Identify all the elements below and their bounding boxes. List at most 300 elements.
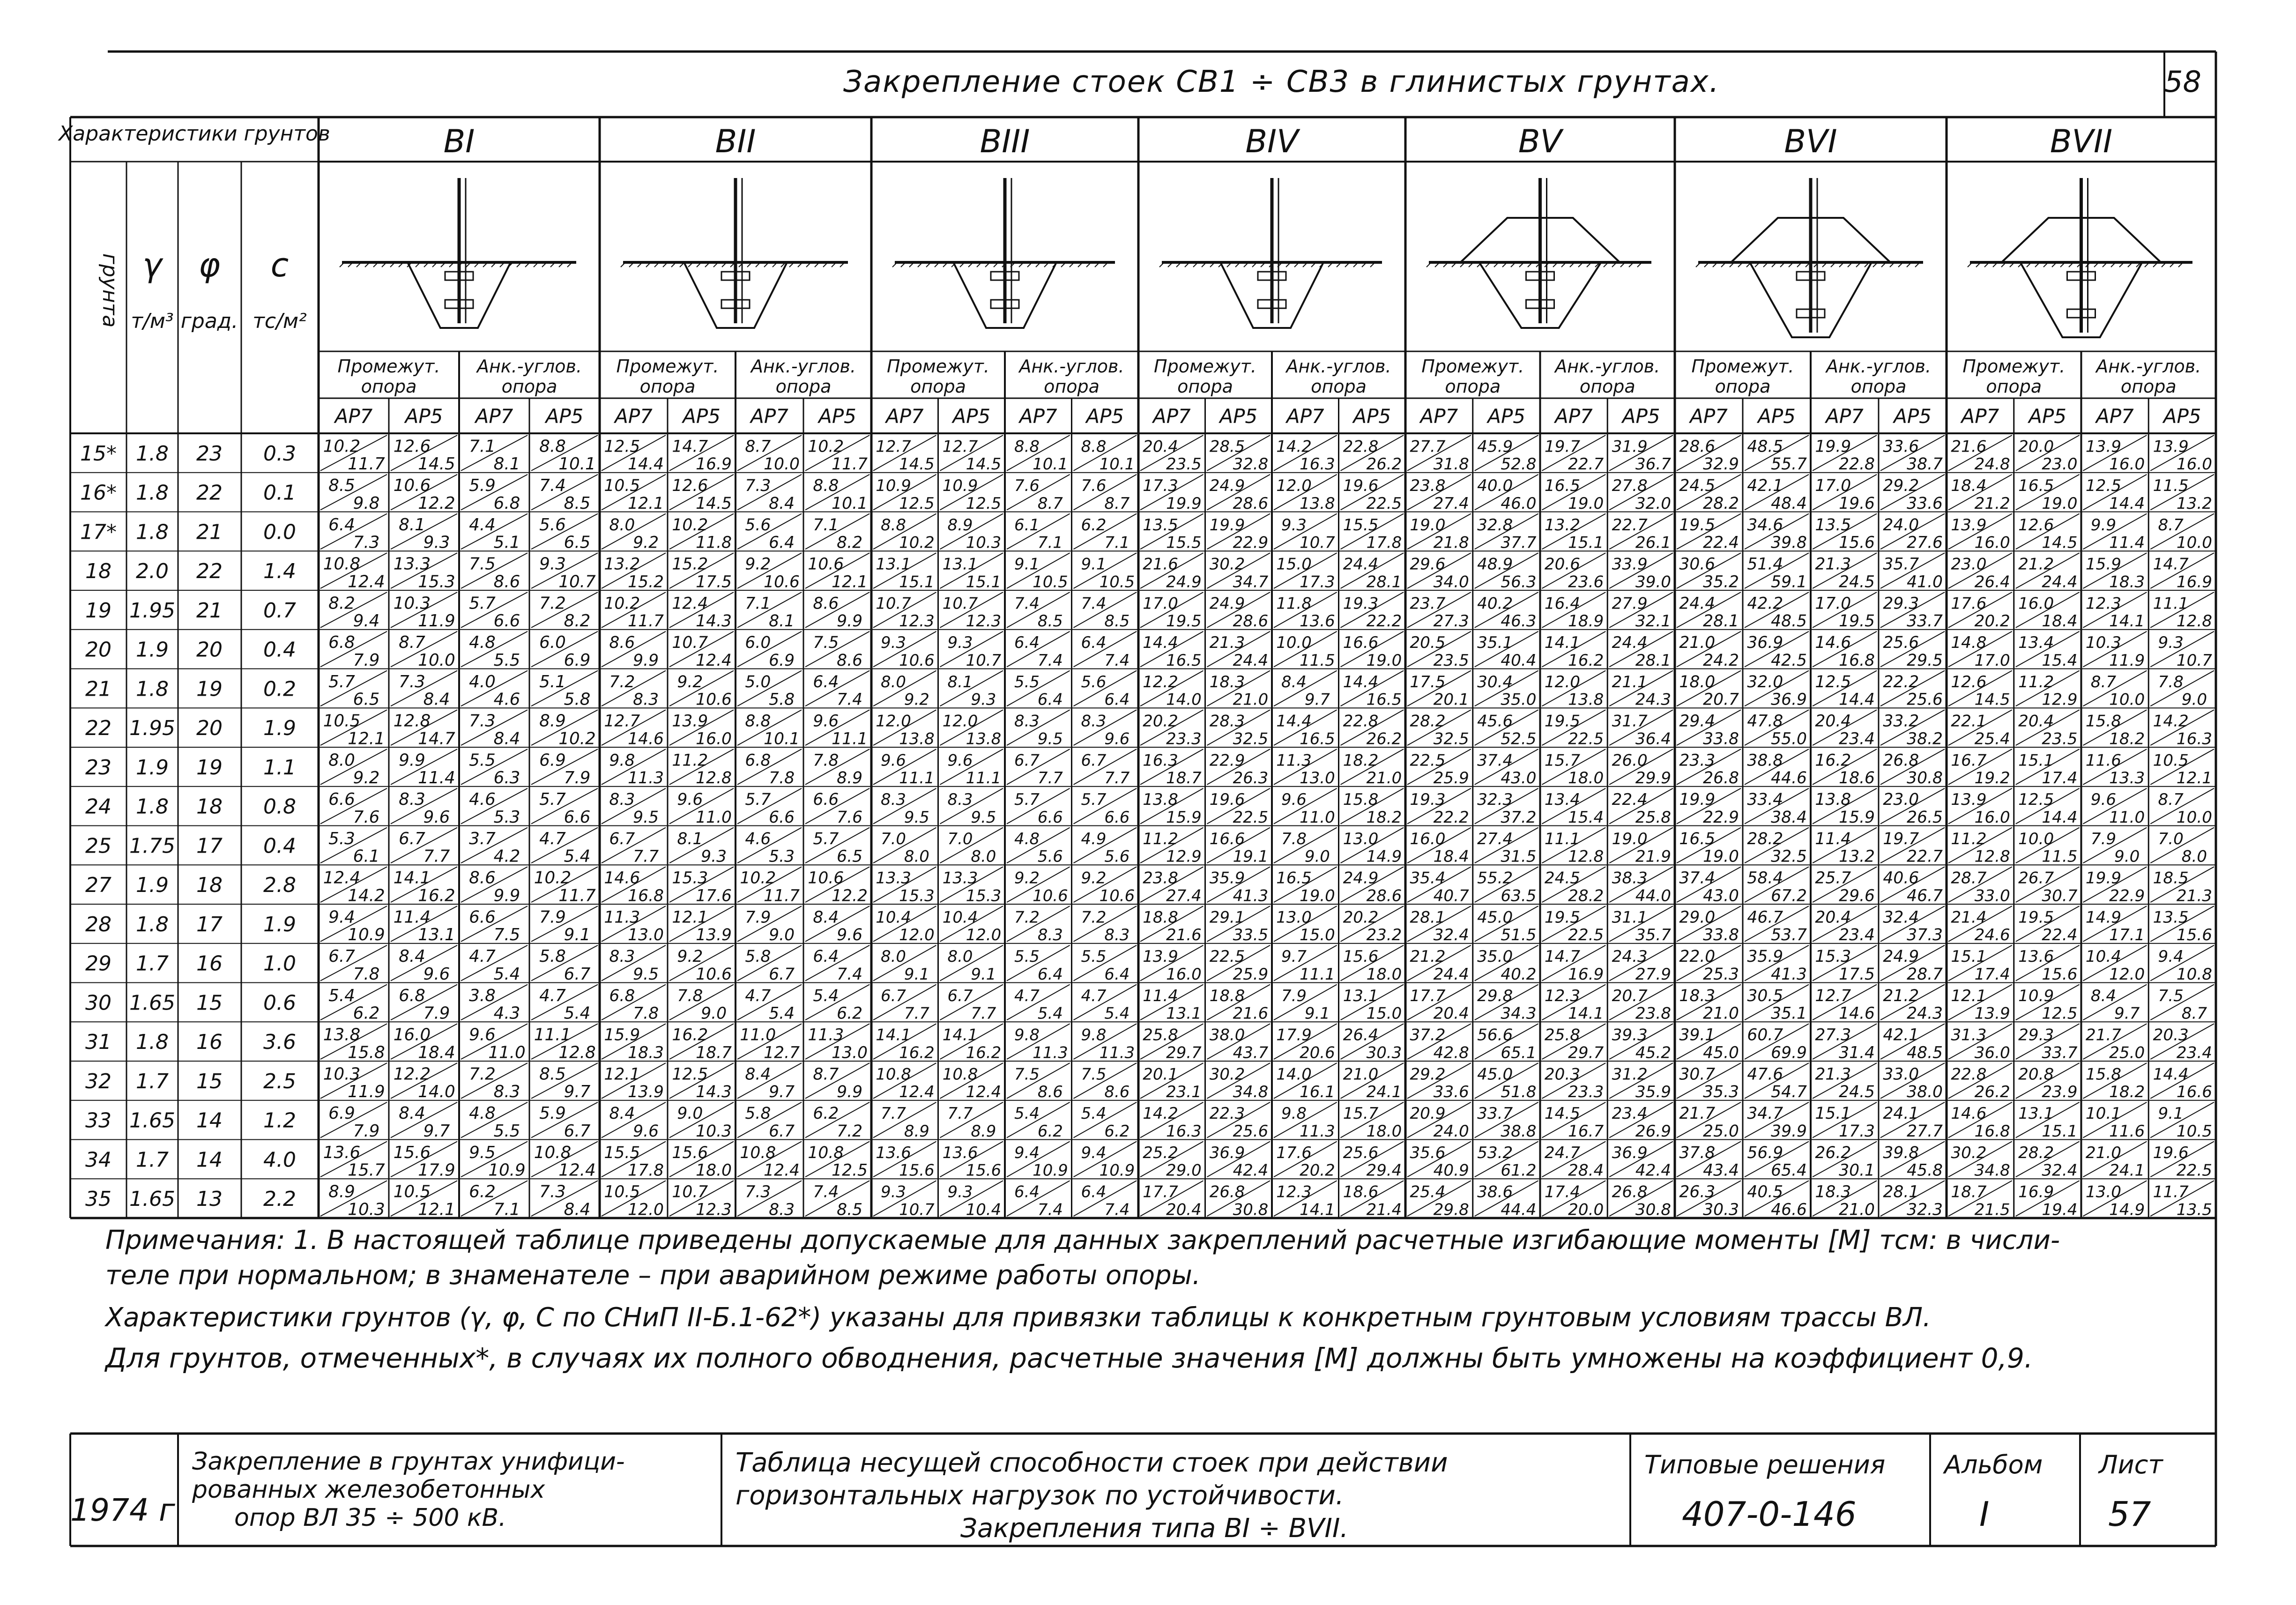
moment-normal: 45.0 <box>1477 908 1513 927</box>
moment-normal: 6.2 <box>469 1182 496 1202</box>
moment-normal: 42.1 <box>1747 476 1783 496</box>
moment-normal: 51.4 <box>1747 555 1783 574</box>
moment-emergency: 11.7 <box>764 886 800 906</box>
moment-emergency: 40.7 <box>1433 886 1469 906</box>
moment-normal: 6.8 <box>609 986 635 1005</box>
moment-normal: 24.3 <box>1612 947 1648 966</box>
moment-emergency: 26.2 <box>1974 1083 2010 1102</box>
moment-normal: 12.6 <box>672 476 708 496</box>
moment-normal: 56.6 <box>1477 1025 1513 1045</box>
moment-normal: 7.9 <box>2090 829 2117 848</box>
moment-normal: 21.6 <box>1951 437 1987 456</box>
moment-normal: 5.7 <box>539 790 566 810</box>
moment-normal: 11.3 <box>604 908 640 927</box>
moment-normal: 25.8 <box>1544 1025 1581 1045</box>
moment-normal: 45.9 <box>1477 437 1513 456</box>
moment-normal: 5.6 <box>539 515 566 535</box>
moment-normal: 4.7 <box>745 986 771 1005</box>
moment-normal: 53.2 <box>1477 1143 1513 1162</box>
moment-emergency: 8.3 <box>493 1082 520 1102</box>
moment-emergency: 15.3 <box>418 572 455 592</box>
moment-emergency: 9.7 <box>2114 1004 2140 1023</box>
soil-no-header: грунта <box>98 253 122 328</box>
moment-normal: 4.8 <box>469 1104 496 1123</box>
ap-label: АР7 <box>1019 405 1057 428</box>
moment-emergency: 10.7 <box>558 572 596 592</box>
phi-cell: 20 <box>196 638 223 662</box>
moment-normal: 17.0 <box>1815 476 1851 496</box>
moment-emergency: 14.3 <box>696 1083 732 1102</box>
moment-normal: 26.8 <box>1209 1182 1245 1201</box>
moment-emergency: 12.7 <box>764 1043 800 1063</box>
type-header-6: ВVI <box>1784 123 1837 160</box>
moment-normal: 13.1 <box>876 555 911 573</box>
moment-normal: 30.2 <box>1951 1143 1987 1162</box>
moment-emergency: 6.6 <box>564 807 591 827</box>
stamp-desc-3: опор ВЛ 35 ÷ 500 кВ. <box>234 1504 506 1532</box>
moment-normal: 9.6 <box>947 751 973 770</box>
pos-inter-label: опора <box>910 376 966 397</box>
moment-normal: 10.8 <box>534 1143 572 1162</box>
moment-normal: 9.7 <box>1281 947 1307 966</box>
c-cell: 0.7 <box>263 598 296 623</box>
c-cell: 1.9 <box>263 716 296 741</box>
moment-normal: 4.9 <box>1081 829 1107 848</box>
pos-inter-label: Промежут. <box>1962 356 2066 377</box>
c-cell: 0.3 <box>263 441 296 466</box>
c-cell: 1.2 <box>263 1108 296 1133</box>
ap-label: АР5 <box>405 405 443 428</box>
moment-emergency: 15.6 <box>966 1161 1002 1180</box>
moment-normal: 28.3 <box>1209 712 1245 730</box>
moment-emergency: 24.2 <box>1703 651 1739 670</box>
c-cell: 0.4 <box>263 834 296 858</box>
moment-emergency: 10.0 <box>2176 533 2213 552</box>
moment-normal: 7.9 <box>539 907 566 927</box>
moment-emergency: 16.8 <box>1974 1122 2010 1141</box>
moment-normal: 8.6 <box>469 868 496 888</box>
moment-normal: 5.8 <box>539 947 566 966</box>
moment-normal: 8.3 <box>881 790 906 809</box>
moment-emergency: 24.9 <box>1166 572 1202 591</box>
moment-normal: 7.4 <box>1014 594 1040 613</box>
moment-normal: 37.8 <box>1679 1143 1716 1162</box>
moment-normal: 7.3 <box>469 711 496 731</box>
moment-normal: 8.3 <box>1014 712 1040 730</box>
pos-inter-label: Промежут. <box>616 356 719 377</box>
moment-emergency: 9.2 <box>353 768 380 788</box>
moment-normal: 40.2 <box>1477 594 1513 613</box>
moment-emergency: 11.1 <box>832 729 868 749</box>
moment-emergency: 20.2 <box>1974 612 2010 631</box>
moment-emergency: 61.2 <box>1501 1161 1537 1180</box>
moment-normal: 8.8 <box>745 712 771 731</box>
moment-emergency: 14.9 <box>2109 1200 2145 1219</box>
moment-emergency: 10.6 <box>696 965 732 984</box>
moment-normal: 35.7 <box>1883 555 1919 574</box>
moment-normal: 7.1 <box>469 437 496 456</box>
pos-inter-label: опора <box>639 376 696 397</box>
moment-emergency: 24.4 <box>1433 965 1469 984</box>
moment-emergency: 23.9 <box>2042 1083 2078 1102</box>
moment-emergency: 6.7 <box>769 965 795 984</box>
pos-anchor-label: опора <box>1850 376 1907 397</box>
moment-emergency: 33.6 <box>1907 494 1943 513</box>
moment-normal: 16.5 <box>1679 829 1716 848</box>
moment-emergency: 19.5 <box>1166 612 1202 631</box>
moment-normal: 22.5 <box>1209 947 1245 966</box>
moment-normal: 9.4 <box>1014 1143 1040 1162</box>
moment-normal: 10.4 <box>2085 947 2122 966</box>
moment-normal: 16.5 <box>1544 476 1581 496</box>
moment-emergency: 10.1 <box>1099 455 1135 474</box>
moment-emergency: 67.2 <box>1771 886 1807 906</box>
moment-normal: 5.9 <box>469 476 496 496</box>
moment-emergency: 11.1 <box>966 769 1002 788</box>
moment-emergency: 25.9 <box>1433 769 1469 788</box>
moment-normal: 8.9 <box>947 515 973 534</box>
moment-emergency: 29.7 <box>1568 1043 1604 1063</box>
moment-emergency: 8.9 <box>904 1122 929 1140</box>
phi-cell: 21 <box>196 598 223 623</box>
moment-normal: 14.4 <box>2153 1065 2189 1084</box>
moment-emergency: 9.8 <box>353 493 380 513</box>
moment-normal: 14.4 <box>1143 633 1178 652</box>
c-cell: 0.6 <box>263 991 296 1015</box>
pos-anchor-label: опора <box>501 376 557 397</box>
moment-emergency: 8.1 <box>769 612 795 631</box>
moment-emergency: 34.8 <box>1233 1083 1269 1101</box>
pos-inter-label: опора <box>1445 376 1501 397</box>
moment-normal: 56.9 <box>1747 1143 1783 1162</box>
moment-emergency: 35.0 <box>1501 690 1537 709</box>
c-cell: 3.6 <box>263 1030 296 1055</box>
moment-emergency: 10.3 <box>966 533 1002 552</box>
moment-normal: 23.7 <box>1410 594 1446 613</box>
moment-normal: 25.7 <box>1815 869 1851 888</box>
moment-emergency: 35.2 <box>1703 572 1739 592</box>
ap-label: АР7 <box>885 405 924 428</box>
moment-emergency: 6.1 <box>353 847 380 866</box>
moment-normal: 12.3 <box>1276 1182 1312 1201</box>
moment-normal: 8.0 <box>609 515 635 535</box>
moment-emergency: 15.6 <box>1839 533 1875 552</box>
moment-normal: 6.4 <box>1081 633 1107 652</box>
moment-emergency: 9.7 <box>1304 690 1330 709</box>
moment-normal: 9.8 <box>1014 1025 1040 1044</box>
moment-emergency: 8.7 <box>1037 494 1063 513</box>
moment-emergency: 14.4 <box>628 455 664 474</box>
notes-line-4: Для грунтов, отмеченных*, в случаях их полного обводнения, расчетные значения [М] должны быть умножены на коэффициент 0,9. <box>105 1342 2033 1374</box>
moment-normal: 32.0 <box>1747 672 1783 691</box>
ap-label: АР5 <box>818 405 856 428</box>
moment-normal: 19.9 <box>1815 437 1851 456</box>
moment-emergency: 32.4 <box>2042 1161 2078 1180</box>
moment-normal: 7.6 <box>1014 476 1040 495</box>
moment-emergency: 20.0 <box>1568 1200 1604 1219</box>
moment-emergency: 11.7 <box>558 886 596 906</box>
moment-normal: 9.3 <box>881 633 906 652</box>
moment-emergency: 15.0 <box>1300 926 1335 944</box>
moment-normal: 9.1 <box>2158 1104 2184 1123</box>
moment-emergency: 38.0 <box>1907 1083 1943 1102</box>
moment-normal: 8.3 <box>399 790 425 810</box>
moment-normal: 14.1 <box>1544 633 1581 653</box>
soil-no-cell: 15* <box>80 441 117 466</box>
moment-emergency: 25.8 <box>1635 808 1672 827</box>
moment-normal: 11.2 <box>1951 829 1987 848</box>
moment-normal: 34.7 <box>1747 1104 1783 1123</box>
moment-emergency: 19.5 <box>1839 612 1875 631</box>
moment-normal: 10.3 <box>393 594 431 613</box>
moment-emergency: 16.5 <box>1166 651 1202 669</box>
moment-emergency: 15.4 <box>2042 651 2078 670</box>
c-cell: 0.0 <box>263 520 296 544</box>
moment-normal: 12.0 <box>1276 476 1312 495</box>
moment-emergency: 34.7 <box>1233 572 1269 591</box>
moment-emergency: 4.3 <box>493 1003 520 1023</box>
gamma-cell: 1.95 <box>129 598 175 623</box>
phi-header: φ <box>198 246 221 284</box>
moment-emergency: 20.1 <box>1433 690 1469 709</box>
moment-emergency: 21.2 <box>1974 494 2010 513</box>
moment-emergency: 21.0 <box>1703 1004 1739 1023</box>
moment-emergency: 41.3 <box>1233 886 1269 905</box>
moment-emergency: 16.2 <box>1568 651 1604 670</box>
moment-normal: 14.6 <box>1951 1104 1987 1123</box>
moment-emergency: 18.3 <box>628 1043 664 1063</box>
moment-emergency: 12.5 <box>966 494 1002 513</box>
moment-normal: 5.6 <box>745 515 771 535</box>
moment-emergency: 36.4 <box>1635 729 1672 749</box>
moment-emergency: 27.6 <box>1907 533 1943 552</box>
moment-emergency: 17.3 <box>1300 572 1335 591</box>
moment-normal: 20.0 <box>2018 437 2054 456</box>
stamp-desc-1: Закрепление в грунтах унифици- <box>192 1448 625 1476</box>
moment-normal: 10.7 <box>672 633 708 653</box>
moment-emergency: 38.4 <box>1771 808 1807 827</box>
moment-emergency: 9.0 <box>2114 847 2140 866</box>
moment-emergency: 21.5 <box>1974 1200 2010 1219</box>
moment-normal: 20.2 <box>1343 908 1379 927</box>
moment-normal: 29.2 <box>1410 1065 1446 1084</box>
moment-emergency: 9.0 <box>1304 847 1330 866</box>
moment-normal: 12.5 <box>1815 672 1851 691</box>
moment-normal: 9.8 <box>609 751 635 770</box>
moment-normal: 7.8 <box>677 986 703 1005</box>
notes-line-3: Характеристики грунтов (γ, φ, С по СНиП II-Б.1-62*) указаны для привязки таблицы к конкретным грунтовым условиям трассы ВЛ. <box>105 1302 1931 1333</box>
moment-emergency: 24.3 <box>1635 690 1672 709</box>
moment-emergency: 24.4 <box>2042 572 2078 592</box>
moment-normal: 10.8 <box>808 1143 844 1162</box>
moment-emergency: 12.1 <box>418 1200 455 1219</box>
moment-normal: 10.4 <box>942 908 978 927</box>
foundation-diagram-3 <box>892 178 1115 328</box>
moment-normal: 18.3 <box>1209 672 1245 691</box>
moment-normal: 9.1 <box>1014 555 1040 573</box>
moment-normal: 31.9 <box>1612 437 1648 456</box>
moment-normal: 15.2 <box>672 555 708 574</box>
moment-normal: 9.6 <box>677 790 703 810</box>
moment-emergency: 18.2 <box>2109 729 2145 749</box>
moment-emergency: 22.4 <box>2042 926 2078 945</box>
moment-emergency: 24.5 <box>1839 572 1875 592</box>
moment-emergency: 37.3 <box>1907 926 1943 945</box>
moment-emergency: 10.6 <box>1033 886 1068 905</box>
moment-normal: 14.2 <box>2153 712 2189 731</box>
moment-emergency: 8.3 <box>1104 926 1130 944</box>
moment-normal: 29.2 <box>1883 476 1919 496</box>
moment-normal: 20.1 <box>1143 1065 1178 1084</box>
moment-emergency: 5.1 <box>493 533 520 552</box>
moment-emergency: 16.7 <box>1568 1122 1604 1141</box>
moment-normal: 6.7 <box>947 986 973 1005</box>
moment-emergency: 11.7 <box>832 455 868 474</box>
moment-normal: 5.0 <box>745 672 771 691</box>
moment-normal: 5.5 <box>1014 672 1040 691</box>
moment-emergency: 9.2 <box>904 690 929 709</box>
moment-normal: 33.6 <box>1883 437 1919 456</box>
moment-emergency: 9.5 <box>971 808 996 826</box>
moment-emergency: 10.7 <box>2176 651 2213 670</box>
ap-label: АР7 <box>1826 405 1864 428</box>
moment-emergency: 42.8 <box>1433 1043 1469 1063</box>
moment-emergency: 54.7 <box>1771 1083 1807 1102</box>
pos-anchor-label: опора <box>2120 376 2177 397</box>
moment-normal: 8.8 <box>1081 437 1107 456</box>
moment-normal: 28.5 <box>1209 437 1245 456</box>
moment-emergency: 18.6 <box>1839 769 1875 788</box>
moment-emergency: 22.9 <box>1233 533 1269 552</box>
moment-emergency: 23.5 <box>1166 455 1202 474</box>
moment-normal: 40.5 <box>1747 1182 1783 1202</box>
moment-normal: 9.4 <box>328 907 355 927</box>
moment-normal: 10.2 <box>740 869 776 888</box>
moment-emergency: 9.7 <box>564 1082 591 1102</box>
moment-normal: 19.9 <box>1679 790 1716 810</box>
moment-normal: 21.0 <box>2085 1143 2122 1162</box>
moment-normal: 14.1 <box>393 868 431 888</box>
moment-emergency: 8.5 <box>837 1200 863 1219</box>
pos-inter-label: Промежут. <box>1691 356 1794 377</box>
moment-normal: 18.5 <box>2153 869 2189 888</box>
moment-emergency: 11.7 <box>348 454 385 474</box>
moment-emergency: 16.3 <box>1166 1122 1202 1140</box>
moment-normal: 7.2 <box>1081 908 1107 927</box>
moment-emergency: 43.7 <box>1233 1043 1269 1062</box>
moment-emergency: 32.5 <box>1433 729 1469 749</box>
moment-emergency: 44.4 <box>1501 1200 1537 1219</box>
ap-label: АР7 <box>2095 405 2134 428</box>
moment-normal: 9.2 <box>677 947 703 966</box>
moment-normal: 22.0 <box>1679 947 1716 966</box>
gamma-cell: 1.8 <box>136 520 169 544</box>
moment-normal: 15.6 <box>393 1143 431 1162</box>
moment-emergency: 9.2 <box>633 533 659 552</box>
moment-normal: 7.3 <box>399 672 425 691</box>
moment-normal: 11.2 <box>1143 829 1178 848</box>
moment-normal: 27.3 <box>1815 1025 1851 1045</box>
moment-normal: 60.7 <box>1747 1025 1783 1045</box>
moment-normal: 14.7 <box>1544 947 1581 966</box>
moment-normal: 35.9 <box>1747 947 1783 966</box>
moment-normal: 7.4 <box>1081 594 1107 613</box>
moment-normal: 25.8 <box>1143 1025 1178 1044</box>
moment-emergency: 39.9 <box>1771 1122 1807 1141</box>
moment-emergency: 14.0 <box>1166 690 1202 709</box>
moment-emergency: 22.2 <box>1366 612 1402 631</box>
ap-label: АР7 <box>1420 405 1458 428</box>
moment-emergency: 16.3 <box>2176 729 2213 749</box>
moment-emergency: 28.4 <box>1568 1161 1604 1180</box>
moment-emergency: 18.2 <box>2109 1083 2145 1102</box>
phi-cell: 19 <box>196 677 223 701</box>
moment-normal: 13.0 <box>2085 1182 2122 1202</box>
moment-normal: 6.4 <box>1081 1182 1107 1201</box>
moment-emergency: 21.8 <box>1433 533 1469 552</box>
phi-cell: 16 <box>196 1030 223 1055</box>
phi-cell: 23 <box>196 441 223 466</box>
gamma-cell: 1.65 <box>129 1187 175 1211</box>
pos-anchor-label: Анк.-углов. <box>476 356 582 377</box>
phi-cell: 18 <box>196 873 223 898</box>
moment-emergency: 25.6 <box>1233 1122 1269 1140</box>
moment-normal: 27.4 <box>1477 829 1513 848</box>
moment-emergency: 9.4 <box>353 611 380 631</box>
moment-normal: 55.2 <box>1477 869 1513 888</box>
moment-emergency: 7.4 <box>1104 1200 1130 1219</box>
moment-emergency: 9.0 <box>769 926 795 945</box>
moment-emergency: 13.1 <box>1166 1004 1202 1023</box>
moment-emergency: 21.0 <box>1839 1200 1875 1219</box>
moment-normal: 22.1 <box>1951 712 1987 731</box>
moment-emergency: 8.5 <box>1104 612 1130 631</box>
moment-emergency: 25.6 <box>1907 690 1943 709</box>
moment-emergency: 13.3 <box>2109 769 2145 788</box>
moment-normal: 28.2 <box>2018 1143 2054 1162</box>
moment-emergency: 7.4 <box>1037 1200 1063 1219</box>
gamma-cell: 1.8 <box>136 912 169 936</box>
moment-emergency: 6.9 <box>564 650 591 670</box>
moment-emergency: 9.3 <box>423 533 450 552</box>
moment-emergency: 11.9 <box>2109 651 2145 670</box>
moment-emergency: 10.5 <box>1099 572 1135 591</box>
moment-emergency: 22.4 <box>1703 533 1739 552</box>
moment-normal: 36.9 <box>1209 1143 1245 1162</box>
moment-emergency: 26.3 <box>1233 769 1269 788</box>
moment-normal: 10.2 <box>604 594 640 613</box>
moment-emergency: 15.9 <box>1166 808 1202 826</box>
moment-normal: 33.2 <box>1883 712 1919 731</box>
moment-emergency: 37.2 <box>1501 808 1537 827</box>
moment-emergency: 32.3 <box>1907 1200 1943 1219</box>
moment-normal: 4.0 <box>469 672 496 691</box>
moment-emergency: 45.2 <box>1635 1043 1672 1063</box>
moment-emergency: 13.8 <box>966 729 1002 748</box>
moment-emergency: 27.4 <box>1433 494 1469 513</box>
moment-emergency: 27.7 <box>1907 1122 1943 1141</box>
phi-cell: 15 <box>196 991 223 1015</box>
moment-normal: 6.9 <box>539 750 566 770</box>
pos-inter-label: Промежут. <box>337 356 440 377</box>
pos-inter-label: опора <box>361 376 417 397</box>
moment-normal: 18.0 <box>1679 672 1716 691</box>
moment-emergency: 22.9 <box>1703 808 1739 827</box>
moment-emergency: 12.5 <box>899 494 935 513</box>
moment-emergency: 18.0 <box>696 1161 732 1180</box>
stamp-title-3: Закрепления типа ВI ÷ ВVII. <box>960 1513 1349 1544</box>
soil-no-cell: 28 <box>85 912 111 936</box>
